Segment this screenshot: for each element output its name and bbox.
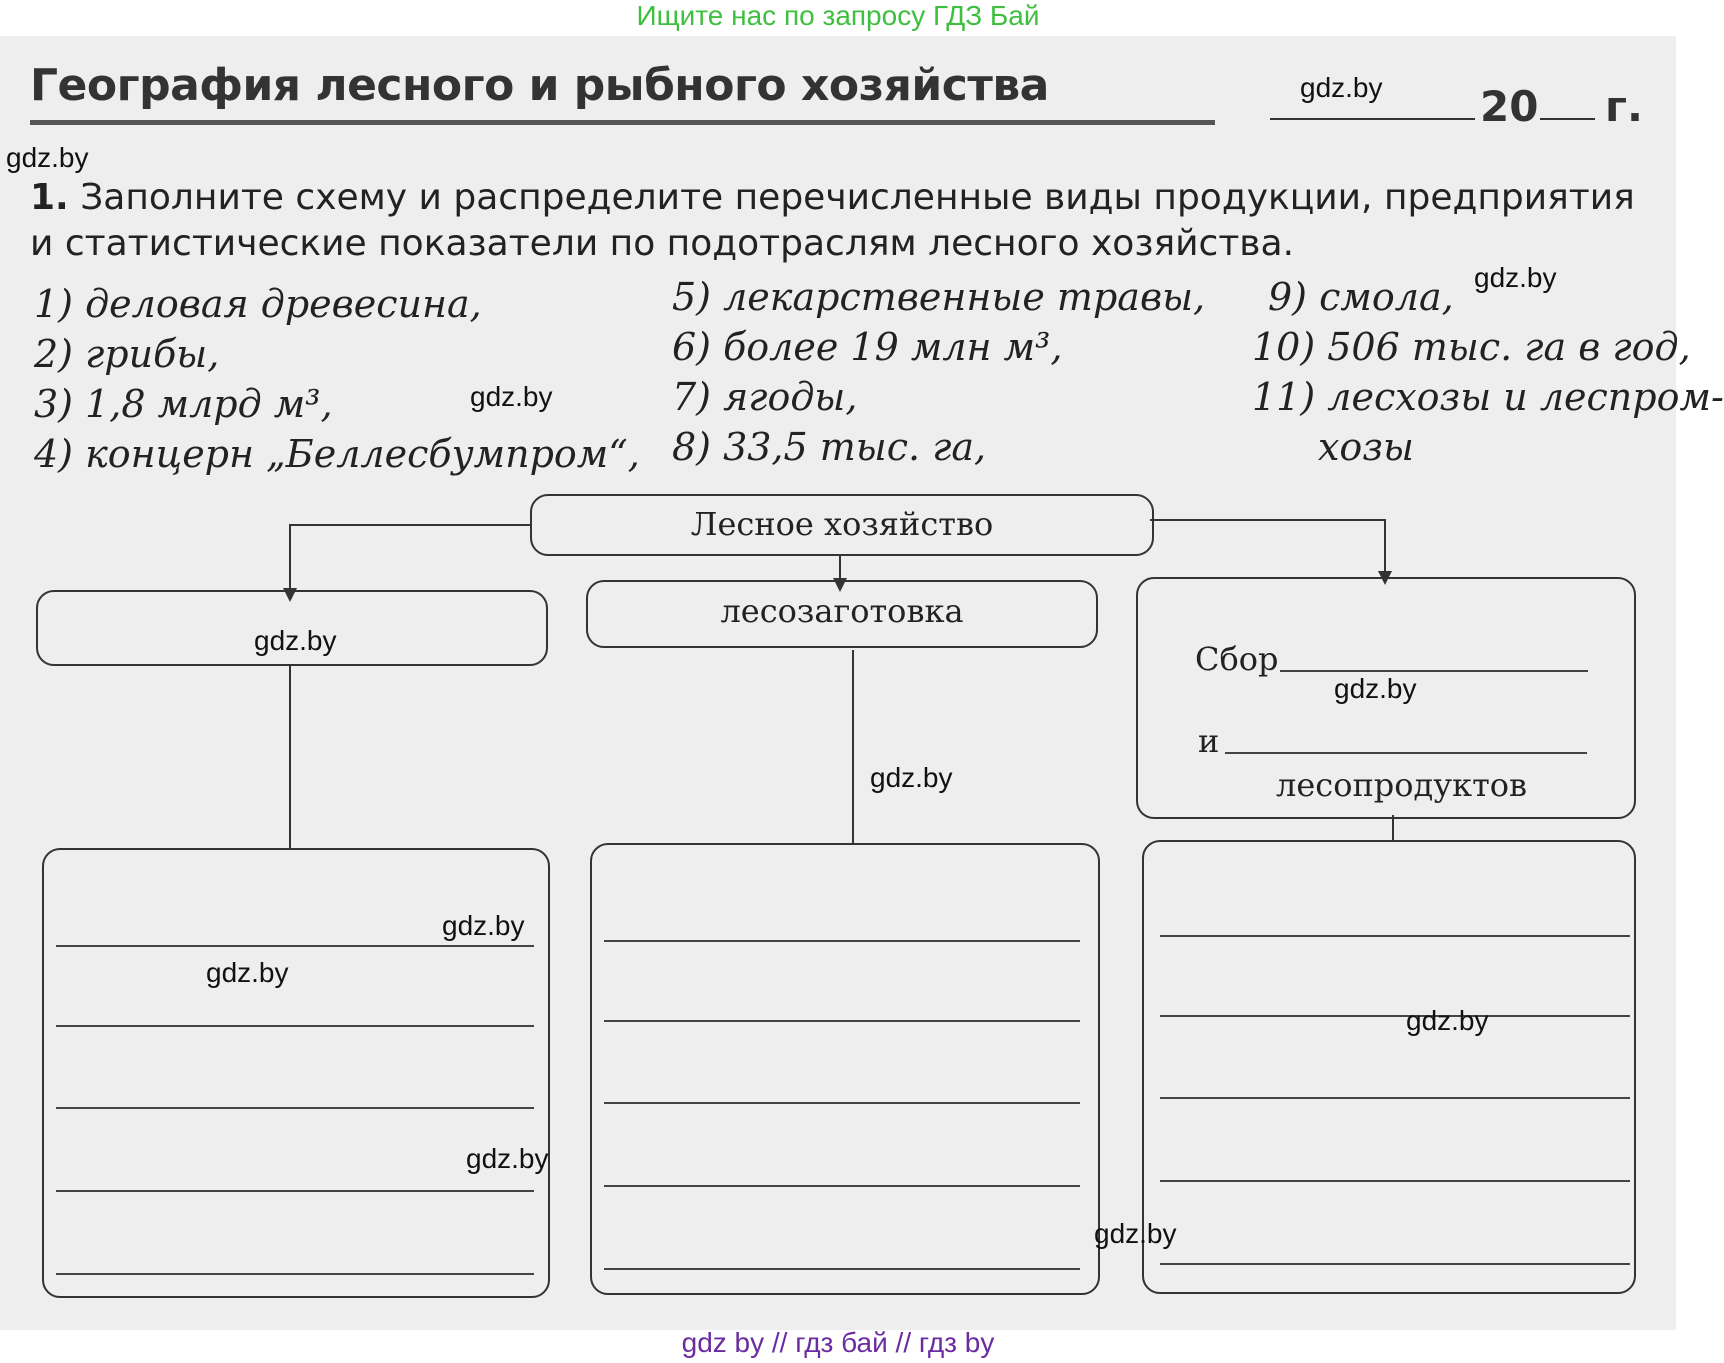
- watermark: gdz.by: [870, 762, 953, 793]
- watermark: gdz.by: [1094, 1218, 1177, 1249]
- list-item-2: 2) грибы,: [34, 332, 220, 376]
- watermark: gdz.by: [1334, 673, 1417, 704]
- scheme-branch-3-collect: Сбор: [1195, 640, 1279, 678]
- list-item-9: 9) смола,: [1268, 275, 1454, 319]
- answer-line[interactable]: [56, 945, 534, 947]
- date-year-suffix: г.: [1605, 82, 1643, 131]
- watermark: gdz.by: [1474, 262, 1557, 293]
- answer-line[interactable]: [604, 940, 1080, 942]
- answer-line[interactable]: [604, 1102, 1080, 1104]
- answer-line[interactable]: [604, 1268, 1080, 1270]
- task-number: 1.: [30, 177, 69, 218]
- watermark: gdz.by: [1406, 1005, 1489, 1036]
- answer-line[interactable]: [1160, 1180, 1630, 1182]
- answer-line[interactable]: [604, 1185, 1080, 1187]
- answer-line[interactable]: [56, 1190, 534, 1192]
- top-banner: Ищите нас по запросу ГДЗ Бай: [636, 0, 1040, 31]
- bottom-banner: gdz by // гдз бай // гдз by: [681, 1327, 995, 1358]
- collect-blank-1[interactable]: [1280, 670, 1588, 672]
- list-item-8: 8) 33,5 тыс. га,: [672, 425, 987, 469]
- answer-line[interactable]: [1160, 1015, 1630, 1017]
- watermark: gdz.by: [442, 910, 525, 941]
- list-item-6: 6) более 19 млн м³,: [672, 325, 1063, 369]
- scheme-branch-3-products: лесопродуктов: [1276, 766, 1528, 804]
- answer-line[interactable]: [604, 1020, 1080, 1022]
- list-item-10: 10) 506 тыс. га в год,: [1252, 325, 1691, 369]
- list-item-1: 1) деловая древесина,: [34, 282, 482, 326]
- answer-line[interactable]: [56, 1273, 534, 1275]
- task-instruction: Заполните схему и распределите перечисленные виды продукции, предприятия и статистические показатели по подотраслям лесного хозяйства.: [30, 177, 1635, 264]
- answer-line[interactable]: [1160, 1263, 1630, 1265]
- answer-box-3: [1142, 840, 1636, 1294]
- list-item-7: 7) ягоды,: [672, 375, 858, 419]
- answer-line[interactable]: [1160, 1097, 1630, 1099]
- watermark: gdz.by: [470, 381, 553, 412]
- page-title: География лесного и рыбного хозяйства: [30, 60, 1049, 111]
- watermark: gdz.by: [254, 625, 337, 656]
- collect-blank-2[interactable]: [1225, 752, 1587, 754]
- answer-box-2: [590, 843, 1100, 1295]
- scheme-branch-2-label: лесозаготовка: [720, 592, 964, 630]
- answer-line[interactable]: [1160, 935, 1630, 937]
- answer-line[interactable]: [56, 1025, 534, 1027]
- scheme-branch-3-and: и: [1198, 722, 1220, 760]
- list-item-11: 11) лесхозы и леспром-: [1252, 375, 1724, 419]
- watermark: gdz.by: [1300, 72, 1383, 103]
- list-item-3: 3) 1,8 млрд м³,: [34, 382, 333, 426]
- scheme-root-label: Лесное хозяйство: [690, 505, 994, 543]
- watermark: gdz.by: [6, 142, 89, 173]
- list-item-4: 4) концерн „Беллесбумпром“,: [34, 432, 640, 476]
- watermark: gdz.by: [466, 1143, 549, 1174]
- watermark: gdz.by: [206, 957, 289, 988]
- date-year-prefix: 20: [1480, 82, 1539, 131]
- list-item-5: 5) лекарственные травы,: [672, 275, 1206, 319]
- answer-line[interactable]: [56, 1107, 534, 1109]
- list-item-11-cont: хозы: [1318, 425, 1414, 469]
